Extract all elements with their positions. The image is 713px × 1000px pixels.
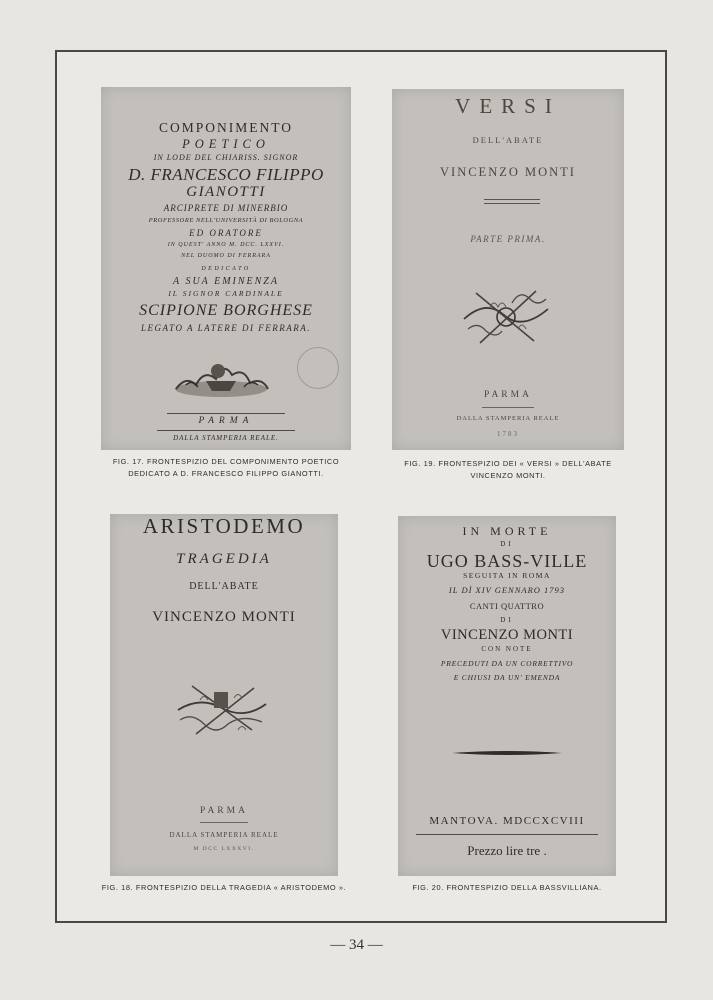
- fig19-title: VERSI: [455, 94, 561, 118]
- fig17-title-line2: POETICO: [182, 137, 270, 151]
- fig18-year: M DCC LXXXVI.: [193, 846, 255, 852]
- fig19-caption: FIG. 19. FRONTESPIZIO DEI « VERSI » DELL'ABATE VINCENZO MONTI.: [404, 459, 612, 480]
- fig17-caption: FIG. 17. FRONTESPIZIO DEL COMPONIMENTO POETICO DEDICATO A D. FRANCESCO FILIPPO GIANOTTI.: [112, 457, 340, 478]
- fig17-line8: ED ORATORE: [189, 228, 263, 238]
- fig17-rule: [167, 413, 285, 414]
- fig19-city: PARMA: [484, 390, 532, 400]
- fig17-line6: ARCIPRETE DI MINERBIO: [163, 203, 289, 213]
- fig20-line6: CANTI QUATTRO: [469, 601, 545, 611]
- fig20-line9: CON NOTE: [481, 645, 533, 653]
- fig17-line13: IL SIGNOR CARDINALE: [168, 289, 284, 298]
- fig20-line8: VINCENZO MONTI: [440, 627, 574, 643]
- fig19-line2: DELL'ABATE: [472, 135, 544, 145]
- fig17-title-line1: COMPONIMENTO: [158, 120, 293, 135]
- fig18-printer: DALLA STAMPERIA REALE: [169, 831, 279, 839]
- fig20-line3: UGO BASS-VILLE: [426, 551, 588, 571]
- fig18-line2: TRAGEDIA: [176, 551, 272, 567]
- fig20-line10: PRECEDUTI DA UN CORRETTIVO: [440, 659, 574, 668]
- fig17-library-stamp: [297, 347, 339, 389]
- fig17-line12: A SUA EMINENZA: [173, 276, 279, 287]
- plate-fig17: [101, 87, 351, 450]
- fig20-city: MANTOVA. MDCCXCVIII: [429, 815, 585, 827]
- fig17-line11: DEDICATO: [201, 266, 251, 272]
- fig18-line4: VINCENZO MONTI: [152, 609, 296, 625]
- fig20-line4: SEGUITA IN ROMA: [463, 571, 551, 580]
- fig19-rule: [482, 407, 534, 408]
- fig17-rule-lower: [157, 430, 295, 431]
- fig17-vignette-ornament: [166, 345, 276, 401]
- fig18-line3: DELL'ABATE: [189, 581, 259, 592]
- fig18-caption: FIG. 18. FRONTESPIZIO DELLA TRAGEDIA « ARISTODEMO ».: [101, 883, 347, 892]
- fig20-line2: DI: [500, 540, 514, 548]
- fig20-line7: DI: [500, 616, 514, 624]
- fig20-line5: IL DÌ XIV GENNARO 1793: [448, 585, 566, 595]
- plate-fig19: [392, 89, 624, 450]
- fig19-trophy-ornament: [456, 279, 556, 353]
- fig17-line3: IN LODE DEL CHIARISS. SIGNOR: [153, 153, 299, 162]
- plate-fig18: [110, 514, 338, 876]
- fig17-line7: PROFESSORE NELL'UNIVERSITÀ DI BOLOGNA: [148, 217, 304, 224]
- fig19-year: 1783: [497, 430, 519, 438]
- fig17-printer: DALLA STAMPERIA REALE.: [173, 434, 279, 442]
- fig19-line3: VINCENZO MONTI: [440, 165, 576, 179]
- fig20-caption: FIG. 20. FRONTESPIZIO DELLA BASSVILLIANA.: [412, 883, 602, 892]
- fig20-line1: IN MORTE: [462, 524, 552, 538]
- fig20-rule: [416, 834, 598, 835]
- fig17-city: PARMA: [198, 416, 254, 426]
- fig17-line15: LEGATO A LATERE DI FERRARA.: [140, 323, 312, 333]
- fig20-line11: E CHIUSI DA UN' EMENDA: [453, 673, 561, 682]
- fig17-line9: IN QUEST' ANNO M. DCC. LXXVI.: [167, 242, 285, 248]
- fig18-title: ARISTODEMO: [142, 514, 306, 538]
- fig18-city: PARMA: [200, 806, 248, 816]
- fig17-line14: SCIPIONE BORGHESE: [139, 302, 313, 319]
- fig20-price: Prezzo lire tre .: [467, 843, 547, 858]
- fig19-line4: PARTE PRIMA.: [470, 234, 546, 244]
- plate-fig20: [398, 516, 616, 876]
- fig18-rule: [200, 822, 248, 823]
- page-number: — 34 —: [330, 937, 383, 953]
- fig17-name-line1: D. FRANCESCO FILIPPO: [128, 165, 324, 184]
- fig19-double-rule: [484, 199, 540, 204]
- fig17-name-line2: GIANOTTI: [186, 184, 266, 200]
- fig20-rule-ornament: [452, 749, 562, 757]
- fig17-line10: NEL DUOMO DI FERRARA: [181, 253, 271, 259]
- fig18-trophy-ornament: [170, 674, 274, 744]
- fig19-printer: DALLA STAMPERIA REALE: [456, 415, 560, 422]
